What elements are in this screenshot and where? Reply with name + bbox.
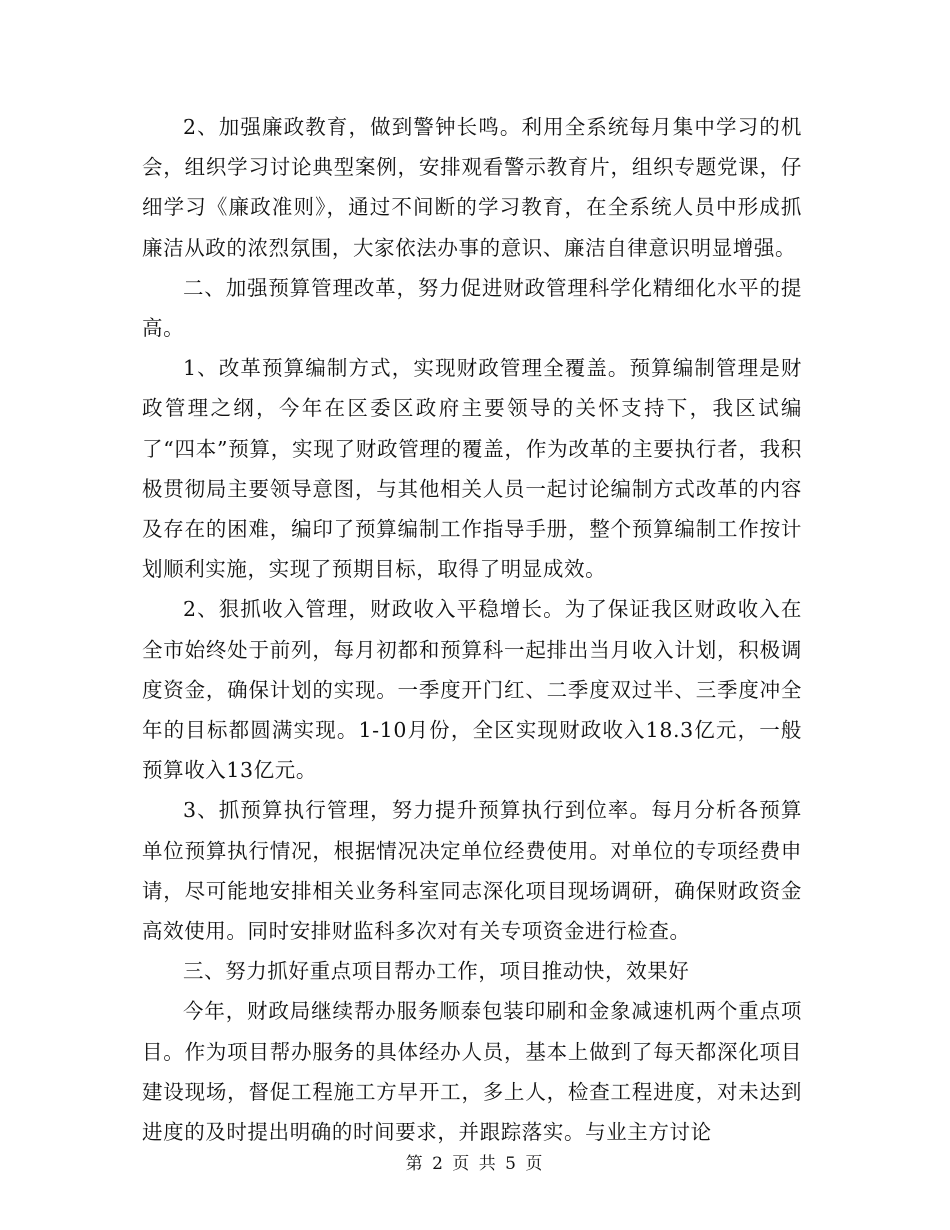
document-body bbox=[142, 107, 802, 1152]
page-number-footer: 第 2 页 共 5 页 bbox=[405, 1154, 545, 1174]
paragraph-anti-corruption-education: 2、加强廉政教育，做到警钟长鸣。利用全系统每月集中学习的机会，组织学习讨论典型案例，安排观看警示教育片，组织专题党课，仔细学习《廉政准则》，通过不间断的学习教育，在全系统人员中形成抓廉洁从政的浓烈氛围，大家依法办事的意识、廉洁自律意识明显增强。 bbox=[142, 115, 802, 260]
paragraph-budget-compilation: 1、改革预算编制方式，实现财政管理全覆盖。预算编制管理是财政管理之纲，今年在区委区政府主要领导的关怀支持下，我区试编了“四本”预算，实现了财政管理的覆盖，作为改革的主要执行者，我积极贯彻局主要领导意图，与其他相关人员一起讨论编制方式改革的内容及存在的困难，编印了预算编制工作指导手册，整个预算编制工作按计划顺利实施，实现了预期目标，取得了明显成效。 bbox=[142, 356, 802, 582]
paragraph-revenue-management: 2、狠抓收入管理，财政收入平稳增长。为了保证我区财政收入在全市始终处于前列，每月初都和预算科一起排出当月收入计划，积极调度资金，确保计划的实现。一季度开门红、二季度双过半、三季度冲全年的目标都圆满实现。1-10月份，全区实现财政收入18.3亿元，一般预算收入13亿元。 bbox=[142, 597, 802, 783]
paragraph-budget-execution: 3、抓预算执行管理，努力提升预算执行到位率。每月分析各预算单位预算执行情况，根据情况决定单位经费使用。对单位的专项经费申请，尽可能地安排相关业务科室同志深化项目现场调研，确保财政资金高效使用。同时安排财监科多次对有关专项资金进行检查。 bbox=[142, 798, 802, 944]
section-heading-key-projects: 三、努力抓好重点项目帮办工作，项目推动快，效果好 bbox=[183, 959, 690, 984]
paragraph-project-assistance: 今年，财政局继续帮办服务顺泰包装印刷和金象减速机两个重点项目。作为项目帮办服务的具体经办人员，基本上做到了每天都深化项目建设现场，督促工程施工方早开工，多上人，检查工程进度，对未达到进度的及时提出明确的时间要求，并跟踪落实。与业主方讨论 bbox=[142, 999, 802, 1145]
section-heading-budget-reform: 二、加强预算管理改革，努力促进财政管理科学化精细化水平的提高。 bbox=[142, 275, 802, 341]
